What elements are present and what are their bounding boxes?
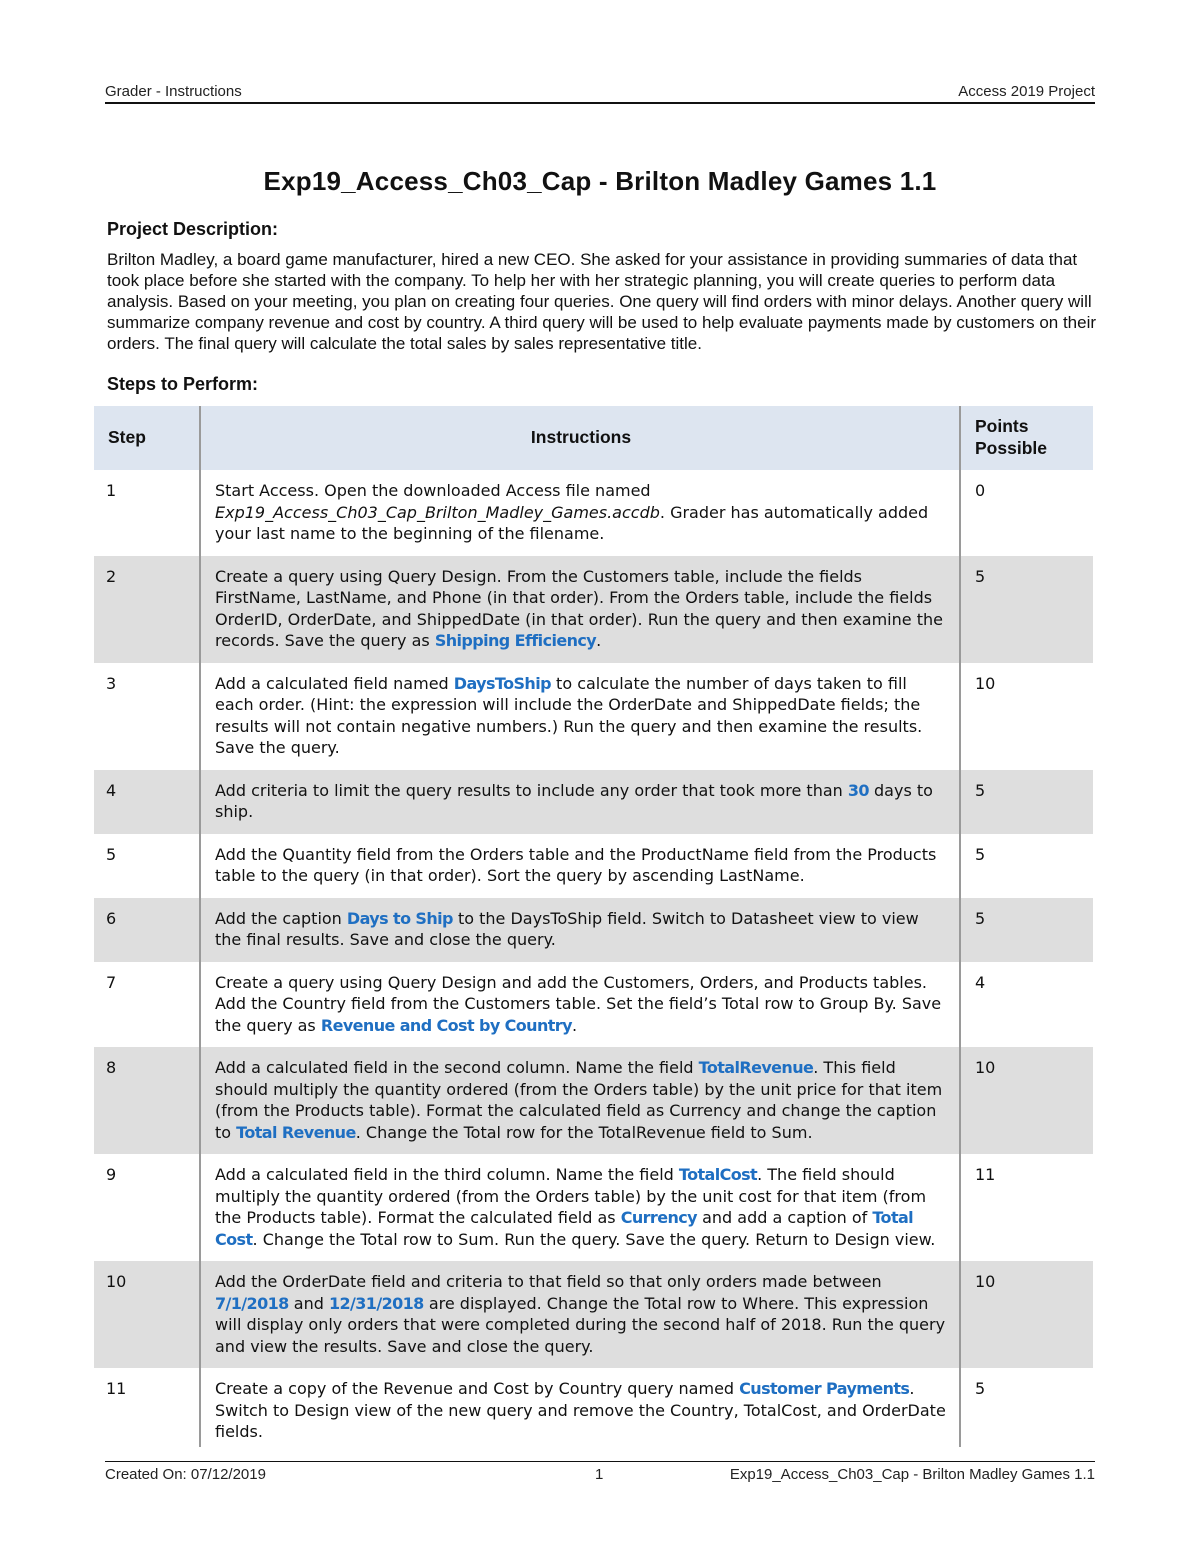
step-instructions — [200, 1154, 960, 1261]
page-header — [105, 83, 1095, 100]
highlighted-value: Currency — [620, 1208, 697, 1227]
col-header-step: Step — [94, 406, 200, 470]
step-points: 10 — [960, 1261, 1093, 1368]
table-row — [94, 962, 1093, 1048]
instruction-text: Create a copy of the Revenue and Cost by Country query named — [215, 1379, 740, 1398]
instruction-text: Start Access. Open the downloaded Access file named — [215, 481, 651, 500]
header-left: Grader - Instructions — [105, 83, 242, 100]
step-number: 2 — [94, 556, 200, 663]
instruction-text: Add the OrderDate field and criteria to that field so that only orders made between — [215, 1272, 882, 1291]
highlighted-value: 7/1/2018 — [215, 1293, 289, 1313]
step-instructions — [200, 770, 960, 834]
step-number: 7 — [106, 972, 117, 992]
instruction-text: . — [596, 631, 602, 650]
highlighted-value: Total Revenue — [236, 1122, 356, 1142]
footer-divider — [105, 1461, 1095, 1462]
instruction-text: Add a calculated field in the second column. Name the field — [215, 1058, 699, 1077]
instruction-text: Create a query using Query Design and add the Customers, Orders, and Products tables. Add the Country field from the Customers table. Set the field’s Total row to Group By. Save the query as — [215, 972, 942, 1035]
step-number: 6 — [94, 898, 200, 962]
table-row — [94, 556, 1093, 663]
step-instructions — [200, 1368, 960, 1447]
instruction-text: Add the caption — [215, 908, 347, 928]
step-instructions — [200, 898, 960, 962]
file-name: Exp19_Access_Ch03_Cap_Brilton_Madley_Games.accdb — [215, 502, 660, 522]
step-points: 11 — [975, 1165, 996, 1184]
highlighted-value: TotalCost — [678, 1165, 758, 1184]
instruction-text: . Change the Total row to Sum. Run the query. Save the query. Return to Design view. — [252, 1229, 936, 1249]
table-row — [94, 770, 1093, 834]
instruction-text: and add a caption of — [696, 1208, 873, 1227]
instruction-text: and — [288, 1293, 329, 1313]
document-title: Exp19_Access_Ch03_Cap - Brilton Madley Games 1.1 — [263, 166, 937, 196]
table-row — [94, 1368, 1093, 1447]
step-instructions — [200, 1261, 960, 1368]
step-points: 5 — [960, 770, 1093, 834]
footer-page-number: 1 — [595, 1466, 604, 1483]
instruction-text: . The field should multiply the quantity ordered (from the Orders table) by the unit cost for that item (from the Products table). Format the calculated field as — [215, 1165, 927, 1227]
table-row — [94, 834, 1093, 898]
instruction-text: Add the Quantity field from the Orders table and the ProductName field from the Products table to the query (in that order). Sort the query by ascending LastName. — [215, 844, 937, 885]
col-header-points: Points Possible — [960, 406, 1093, 470]
instruction-text: to the DaysToShip field. Switch to Datasheet view to view the final results. Save and close the query. — [215, 908, 919, 949]
step-points: 5 — [975, 1379, 986, 1398]
step-points: 5 — [960, 556, 1093, 663]
highlighted-value: 12/31/2018 — [328, 1293, 424, 1313]
instruction-text: . Switch to Design view of the new query and remove the Country, TotalCost, and OrderDate fields. — [215, 1379, 946, 1441]
instruction-text: Add criteria to limit the query results to include any order that took more than — [215, 780, 848, 800]
footer-created-on: Created On: 07/12/2019 — [105, 1466, 266, 1483]
steps-table-body — [94, 470, 1093, 1447]
table-row — [94, 898, 1093, 962]
step-points: 4 — [975, 972, 986, 992]
step-number: 8 — [94, 1047, 200, 1154]
highlighted-value: 30 — [847, 780, 869, 800]
project-description: Brilton Madley, a board game manufacturer, hired a new CEO. She asked for your assistance in providing summaries of data that took place before she started with the company. To help her with her strategic planning, you will create queries to perform data analysis. Based on your meeting, you plan on creating four queries. One query will find orders with minor delays. Another query will summarize company revenue and cost by country. A third query will be used to help evaluate payments made by customers on their orders. The final query will calculate the total sales by sales representative title. — [107, 250, 1097, 353]
step-number: 5 — [106, 844, 117, 864]
table-row — [94, 1047, 1093, 1154]
step-points: 0 — [975, 481, 986, 500]
col-header-instructions: Instructions — [200, 406, 960, 470]
highlighted-value: Total Cost — [215, 1208, 914, 1249]
highlighted-value: DaysToShip — [453, 673, 551, 693]
description-heading: Project Description: — [107, 219, 279, 239]
table-row — [94, 663, 1093, 770]
instruction-text: . Change the Total row for the TotalRevenue field to Sum. — [355, 1122, 813, 1142]
steps-heading: Steps to Perform: — [107, 374, 259, 394]
steps-table — [94, 406, 1093, 1447]
instruction-text: Add a calculated field named — [215, 673, 454, 693]
table-row — [94, 1154, 1093, 1261]
instruction-text: . Grader has automatically added your last name to the beginning of the filename. — [215, 502, 929, 543]
highlighted-value: Customer Payments — [739, 1379, 910, 1398]
step-instructions — [200, 470, 960, 556]
step-number: 1 — [106, 481, 117, 500]
table-row — [94, 1261, 1093, 1368]
step-points: 5 — [960, 898, 1093, 962]
step-number: 10 — [94, 1261, 200, 1368]
instruction-text: . — [571, 1015, 578, 1035]
step-instructions — [200, 556, 960, 663]
highlighted-value: Shipping Efficiency — [434, 631, 597, 650]
step-number: 11 — [106, 1379, 127, 1398]
step-points: 10 — [975, 673, 996, 693]
instruction-text: . This field should multiply the quantity ordered (from the Orders table) by the unit price for that item (from the Products table). Format the calculated field as Currency and change the caption to — [215, 1058, 943, 1142]
header-divider — [105, 102, 1095, 104]
highlighted-value: Days to Ship — [346, 908, 453, 928]
instruction-text: to calculate the number of days taken to fill each order. (Hint: the expression will include the OrderDate and ShippedDate fields; the results will not contain negative numbers.) Run the query and then examine the results. Save the query. — [215, 673, 923, 757]
instruction-text: are displayed. Change the Total row to Where. This expression will display only orders that were completed during the second half of 2018. Run the query and view the results. Save and close the query. — [215, 1293, 946, 1356]
instruction-text: days to ship. — [215, 780, 933, 821]
table-header-row — [94, 406, 1093, 470]
step-instructions — [200, 834, 960, 898]
step-number: 3 — [106, 673, 117, 693]
instruction-text: Add a calculated field in the third column. Name the field — [215, 1165, 679, 1184]
step-points: 5 — [975, 844, 986, 864]
step-instructions — [200, 962, 960, 1048]
page-footer — [105, 1466, 1095, 1486]
step-points: 10 — [960, 1047, 1093, 1154]
highlighted-value: TotalRevenue — [698, 1058, 814, 1077]
instruction-text: Create a query using Query Design. From the Customers table, include the fields FirstName, LastName, and Phone (in that order). From the Orders table, include the fields OrderID, OrderDate, and ShippedDate (in that order). Run the query and then examine the records. Save the query as — [215, 566, 943, 650]
table-row — [94, 470, 1093, 556]
step-number: 4 — [94, 770, 200, 834]
step-instructions — [200, 663, 960, 770]
step-number: 9 — [106, 1165, 117, 1184]
step-instructions — [200, 1047, 960, 1154]
header-right: Access 2019 Project — [958, 83, 1095, 100]
footer-doc-title: Exp19_Access_Ch03_Cap - Brilton Madley Games 1.1 — [729, 1466, 1095, 1483]
highlighted-value: Revenue and Cost by Country — [320, 1015, 572, 1035]
